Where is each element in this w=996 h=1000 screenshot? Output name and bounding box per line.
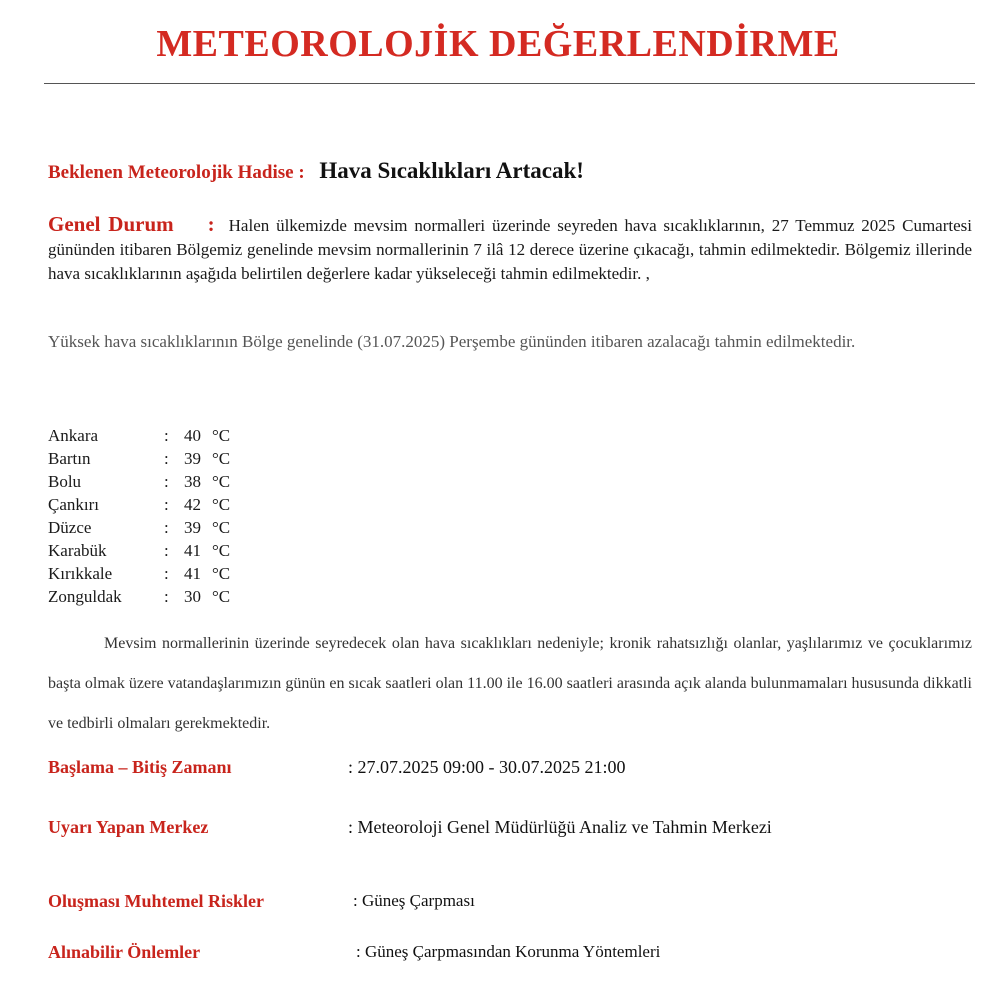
city-temperature: 41 [184,564,201,583]
measures-label: Alınabilir Önlemler [48,942,201,962]
time-range-row [48,757,626,778]
city-name: Bolu [48,472,82,491]
risks-value: : Güneş Çarpması [353,891,475,910]
list-item [48,562,230,585]
city-separator: : [164,495,169,514]
general-situation-colon: : [207,212,215,236]
advice-paragraph [48,624,972,744]
measures-value: : Güneş Çarpmasından Korunma Yöntemleri [356,942,661,961]
temperature-unit: °C [212,426,231,445]
city-temperature: 42 [184,495,201,514]
page-title: METEOROLOJİK DEĞERLENDİRME [156,23,840,65]
city-temperature: 40 [184,426,201,445]
list-item [48,539,230,562]
temperature-unit: °C [212,449,231,468]
city-separator: : [164,518,169,537]
city-separator: : [164,587,169,606]
temperature-unit: °C [212,587,231,606]
city-name: Ankara [48,426,99,445]
issuing-center-label: Uyarı Yapan Merkez [48,817,209,837]
temperature-unit: °C [212,541,231,560]
city-name: Zonguldak [48,587,122,606]
issuing-center-row [48,817,772,838]
city-temperature: 39 [184,449,201,468]
city-name: Çankırı [48,495,99,514]
general-situation [48,212,972,286]
risks-label: Oluşması Muhtemel Riskler [48,891,264,911]
risks-row [48,891,475,912]
city-name: Karabük [48,541,107,560]
city-temperature: 41 [184,541,201,560]
list-item [48,424,230,447]
city-name: Bartın [48,449,91,468]
list-item [48,493,230,516]
list-item [48,585,230,608]
title-divider [44,83,975,84]
expected-event-label: Beklenen Meteorolojik Hadise : [48,162,305,183]
issuing-center-value: : Meteoroloji Genel Müdürlüğü Analiz ve Tahmin Merkezi [348,817,772,837]
advice-text: Mevsim normallerinin üzerinde seyredecek olan hava sıcaklıkları nedeniyle; kronik rahatsızlığı olanlar, yaşlılarımız ve çocuklarımız başta olmak üzere vatandaşlarımızın günün en sıcak saatleri olan 11.00 ile 16.00 saatleri arasında açık alanda bulunmamaları hususunda dikkatli ve tedbirli olmaları gerekmektedir. [48,635,972,732]
temperature-unit: °C [212,518,231,537]
general-situation-label: Genel Durum [48,212,174,236]
city-temperature: 30 [184,587,201,606]
city-temperature: 38 [184,472,201,491]
expected-event-value: Hava Sıcaklıkları Artacak! [319,158,584,183]
city-separator: : [164,426,169,445]
temperature-unit: °C [212,564,231,583]
city-name: Düzce [48,518,92,537]
measures-row [48,942,661,963]
temperature-unit: °C [212,495,231,514]
city-name: Kırıkkale [48,564,113,583]
city-separator: : [164,449,169,468]
general-situation-text: Halen ülkemizde mevsim normalleri üzerinde seyreden hava sıcaklıklarının, 27 Temmuz 2025 Cumartesi gününden itibaren Bölgemiz genelinde mevsim normallerinin 7 ilâ 12 derece üzerine çıkacağı, tahmin edilmektedir. Bölgemiz illerinde hava sıcaklıklarının aşağıda belirtilen değerlere kadar yükseleceği tahmin edilmektedir. , [48,216,972,283]
expected-event [48,158,584,184]
city-separator: : [164,541,169,560]
list-item [48,447,230,470]
decrease-forecast-paragraph: Yüksek hava sıcaklıklarının Bölge genelinde (31.07.2025) Perşembe gününden itibaren azalacağı tahmin edilmektedir. [48,332,856,351]
city-temperature-list [48,424,230,608]
list-item [48,470,230,493]
city-separator: : [164,564,169,583]
city-separator: : [164,472,169,491]
list-item [48,516,230,539]
temperature-unit: °C [212,472,231,491]
time-range-label: Başlama – Bitiş Zamanı [48,757,232,777]
time-range-value: : 27.07.2025 09:00 - 30.07.2025 21:00 [348,757,626,777]
city-temperature: 39 [184,518,201,537]
